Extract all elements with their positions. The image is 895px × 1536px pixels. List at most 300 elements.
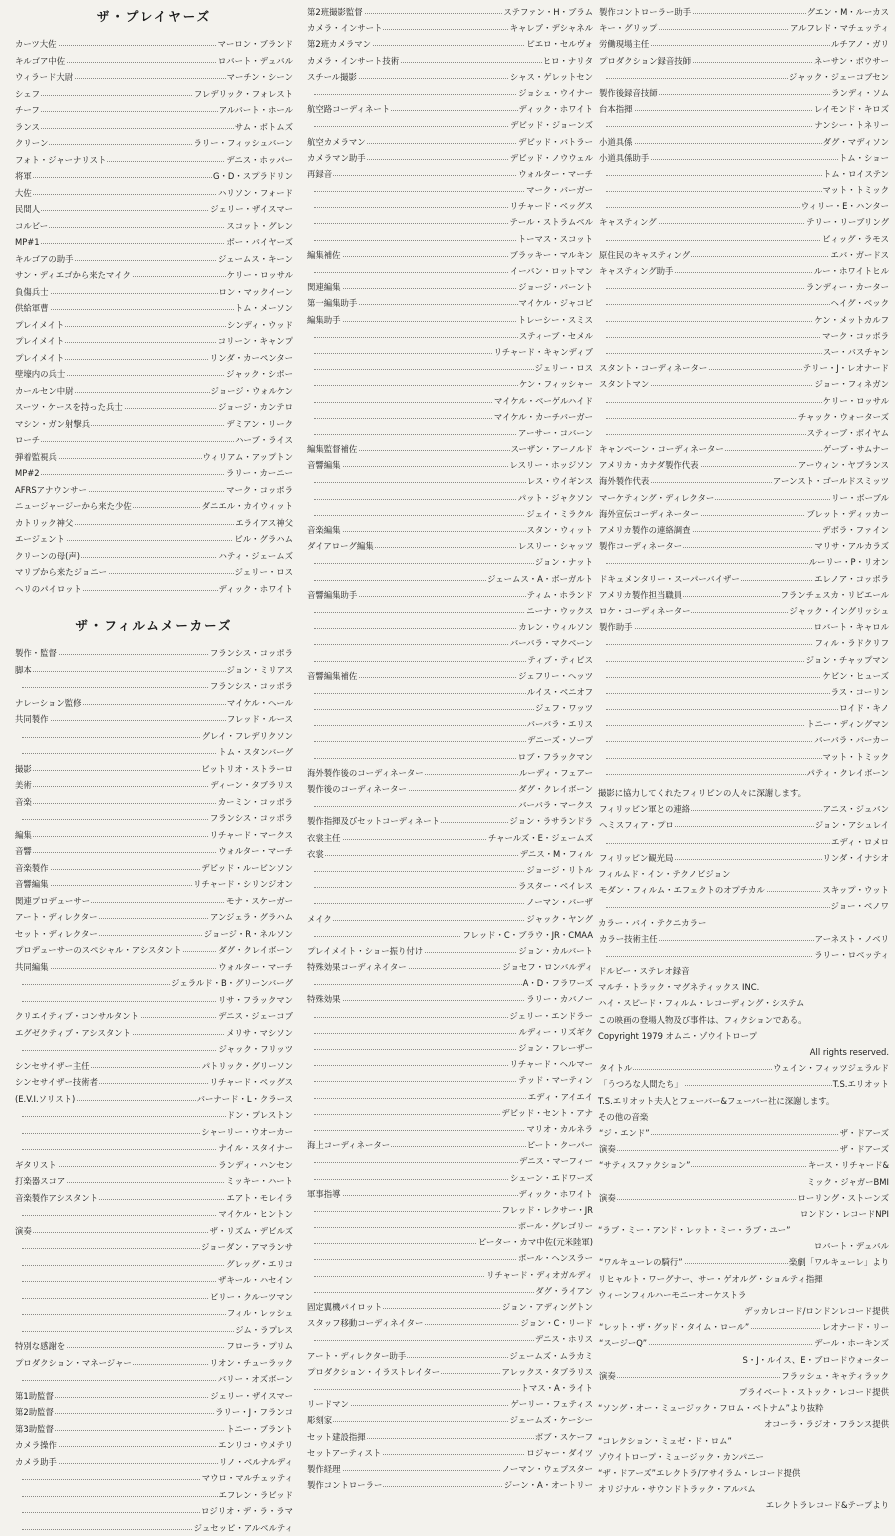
credit-row [306, 328, 594, 344]
credit-name: ラリー・カバノー [525, 991, 594, 1007]
credit-name: アルバート・ホール [218, 102, 294, 119]
credit-name: ジャック・シポー [225, 366, 294, 383]
note-line [598, 1174, 890, 1190]
credit-name: パトリック・グリーソン [201, 1058, 294, 1075]
credit-row [14, 777, 294, 794]
note-text: 撮影に協力してくれたフィリピンの人々に深謝します。 [598, 785, 806, 801]
credit-role: 将軍 [14, 168, 33, 185]
credit-row [14, 53, 294, 70]
credit-row [306, 312, 594, 328]
credit-row [14, 794, 294, 811]
credit-row [306, 797, 594, 813]
credit-row [14, 548, 294, 565]
credit-row [14, 1074, 294, 1091]
credit-role: チーフ [14, 102, 41, 119]
credit-role: ロケ・コーディネーター [598, 603, 691, 619]
credit-row [306, 198, 594, 214]
credit-role: シンセサイザー技術者 [14, 1074, 99, 1091]
note-line [598, 785, 890, 801]
credit-row [14, 695, 294, 712]
credit-name: レオナード・リー [821, 1319, 890, 1335]
credit-row [14, 482, 294, 499]
credit-row [306, 1364, 594, 1380]
credit-name: ケビン・ヒューズ [821, 668, 890, 684]
credit-role: プレイメイト [14, 350, 65, 367]
credit-row [14, 926, 294, 943]
credit-role: セットアーティスト [306, 1445, 382, 1461]
note-line [598, 1465, 890, 1481]
credit-row [306, 943, 594, 959]
credit-name: ザ・リズム・デビルズ [209, 1223, 294, 1240]
credit-row [306, 247, 594, 263]
credit-row [306, 85, 594, 101]
credit-name: パット・ジャクソン [517, 490, 594, 506]
credit-name: ポール・ヘンスラー [517, 1250, 594, 1266]
credit-role: スチール撮影 [306, 69, 358, 85]
credit-row [14, 251, 294, 268]
credit-row [306, 1250, 594, 1266]
credit-name: ダグ・クレイボーン [217, 942, 294, 959]
credit-role: アメリカ・カナダ製作代表 [598, 457, 700, 473]
credit-name: ナンシー・トネリー [813, 117, 890, 133]
credit-row [14, 827, 294, 844]
credit-name: ルー・ホワイトヒル [813, 263, 890, 279]
note-line [598, 866, 890, 882]
credit-name: アーネスト・ノベリ [814, 931, 890, 947]
credit-name: ジョー・フィネガン [813, 376, 890, 392]
credit-row [14, 1470, 294, 1487]
note-text: “コレクション・ミュゼ・ド・ロム” [598, 1433, 732, 1449]
credit-row [306, 214, 594, 230]
credit-role: 音響編集 [14, 876, 50, 893]
credit-role: 航空路コーディネート [306, 101, 391, 117]
credit-name: ランディー・カーター [805, 279, 890, 295]
note-line [598, 1303, 890, 1319]
credit-role: カメラ・インサート [306, 20, 383, 36]
credit-role: ギタリスト [14, 1157, 58, 1174]
credit-row [598, 457, 890, 473]
credit-name: リチャード・ディオガルディ [485, 1267, 594, 1283]
credit-name: ジョン・フレーザー [517, 1040, 594, 1056]
credit-name: アーサー・コバーン [517, 425, 594, 441]
credit-name: ゲーブ・サムナー [822, 441, 890, 457]
credit-name: ディック・ホワイト [518, 101, 594, 117]
note-text: オコーラ・ラジオ・フランス提供 [763, 1416, 890, 1432]
credit-name: ザキール・ハセイン [217, 1272, 294, 1289]
credit-name: マーロン・ブランド [217, 36, 294, 53]
credit-name: ビィッグ・ラモス [821, 231, 890, 247]
credit-name: フランチェスカ・リピエール [780, 587, 890, 603]
credit-name: トム・メーソン [234, 300, 294, 317]
credit-row [306, 1331, 594, 1347]
note-line [598, 963, 890, 979]
credit-role: 原住民のキャスティング [598, 247, 691, 263]
credit-row [14, 581, 294, 598]
credit-name: ジェームス・キーン [217, 251, 294, 268]
credit-name: シンディ・ウッド [226, 317, 294, 334]
credit-row [306, 1137, 594, 1153]
credit-name: マウロ・マルチェッティ [201, 1470, 294, 1487]
credit-role: 「うつろな人間たち」 [598, 1076, 684, 1092]
credit-role: キャスティング [598, 214, 658, 230]
credit-name: デミアン・リーク [225, 416, 294, 433]
note-line [598, 1416, 890, 1432]
credit-row [14, 744, 294, 761]
credit-name: トーマス・スコット [517, 231, 594, 247]
credit-row [306, 1040, 594, 1056]
credit-name: エフレン・ラビッド [218, 1487, 295, 1504]
credit-name: マーク・コッポラ [225, 482, 294, 499]
credit-role: 第2班撮影監督 [306, 4, 364, 20]
credit-row [14, 185, 294, 202]
credit-role: セット建設指揮 [306, 1429, 367, 1445]
credit-name: ジェリー・ザイスマー [209, 201, 294, 218]
credit-row [14, 1371, 294, 1388]
credit-name: チャック・ウォーターズ [797, 409, 890, 425]
credit-name: ザ・ドアーズ [839, 1125, 890, 1141]
note-text: ロンドン・レコードNPI [799, 1206, 890, 1222]
credit-row [306, 732, 594, 748]
credit-name: フレッド・C・ブラウ・JR・CMAA [461, 927, 594, 943]
credit-name: ピエロ・セルヴォ [525, 36, 594, 52]
credit-role: 編集助手 [306, 312, 342, 328]
credit-role: カメラ助手 [14, 1454, 58, 1471]
credit-name: ジェフ・ワッツ [534, 700, 594, 716]
credit-name: デニス・ジェーコブ [217, 1008, 294, 1025]
credit-name: ステファン・H・ブラム [502, 4, 594, 20]
credit-row [598, 214, 890, 230]
credit-name: トニー・ブラント [225, 1421, 294, 1438]
credit-row [14, 267, 294, 284]
note-line [598, 1497, 890, 1513]
note-line [598, 1433, 890, 1449]
credit-role: ウィラード大尉 [14, 69, 74, 86]
note-line [598, 1206, 890, 1222]
credit-name: リチャード・ヘルマー [509, 1056, 594, 1072]
credit-role: 撮影 [14, 761, 33, 778]
credit-role: 海外製作代表 [598, 473, 650, 489]
credit-name: シャーリー・ウオーカー [200, 1124, 294, 1141]
credit-role: プレイメイト・ショー振り付け [306, 943, 424, 959]
credit-role: 製作助手 [598, 619, 634, 635]
credit-role: サン・ディエゴから来たマイク [14, 267, 132, 284]
credit-name: エディ・ロメロ [830, 834, 890, 850]
credit-row [14, 1223, 294, 1240]
credit-row [598, 1125, 890, 1141]
note-text: “ザ・ドアーズ”エレクトラ/アサイラム・レコード提供 [598, 1465, 800, 1481]
players-list [14, 36, 294, 597]
credit-role: 特別な感謝を [14, 1338, 66, 1355]
credit-row [306, 69, 594, 85]
credit-row [598, 587, 890, 603]
note-text: ドルビー・ステレオ録音 [598, 963, 689, 979]
credit-role: スタントマン [598, 376, 650, 392]
credit-role: アメリカ製作の連絡調査 [598, 522, 692, 538]
credit-name: ジョージ・リトル [525, 862, 594, 878]
credit-row [14, 69, 294, 86]
credit-role: キルゴアの助手 [14, 251, 75, 268]
credit-row [306, 1429, 594, 1445]
credit-row [306, 409, 594, 425]
credit-name: テール・ストラムベル [509, 214, 595, 230]
note-text: プライベート・ストック・レコード提供 [738, 1384, 890, 1400]
credit-name: ナイル・スタイナー [217, 1140, 294, 1157]
credit-role: “ジ・エンド” [598, 1125, 651, 1141]
credit-row [14, 1206, 294, 1223]
credit-name: スティーブ・セメル [518, 328, 594, 344]
credit-row [306, 166, 594, 182]
credit-row [598, 85, 890, 101]
credit-row [14, 1173, 294, 1190]
credit-name: ジョン・ミリアス [226, 662, 295, 679]
credit-role: ニュージャージーから来た少佐 [14, 498, 133, 515]
credit-name: バーバラ・エリス [526, 716, 594, 732]
credit-role: 演奏 [598, 1368, 617, 1384]
credit-row [598, 20, 890, 36]
credit-row [598, 247, 890, 263]
credit-name: テリー・J・レオナード [802, 360, 890, 376]
credit-name: ビットリオ・ストラーロ [200, 761, 294, 778]
credit-name: ウィリアム・アップトン [202, 449, 294, 466]
credit-name: マリオ・カルネラ [525, 1121, 594, 1137]
credit-name: ロバート・キャロル [813, 619, 890, 635]
credit-row [306, 182, 594, 198]
credit-row [14, 678, 294, 695]
credit-row [598, 716, 890, 732]
credit-name: スタン・ウィット [526, 522, 595, 538]
credit-name: リサ・フラックマン [217, 992, 294, 1009]
credit-role: 民間人 [14, 201, 41, 218]
credit-name: ジム・ラプレス [234, 1322, 294, 1339]
credit-row [598, 490, 890, 506]
credit-row [306, 603, 594, 619]
credit-row [306, 134, 594, 150]
credit-name: リチャード・ベッグス [209, 1074, 294, 1091]
column-middle [306, 4, 594, 1493]
note-line [598, 1400, 890, 1416]
credit-row [598, 538, 890, 554]
credit-row [598, 554, 890, 570]
credit-row [14, 1338, 294, 1355]
credit-role: ローチ [14, 432, 41, 449]
credit-row [306, 1202, 594, 1218]
credit-role: 海上コーディネーター [306, 1137, 391, 1153]
credit-name: ネーサン・ボウサー [813, 53, 890, 69]
credit-role: “レット・ザ・グッド・タイム・ロール” [598, 1319, 750, 1335]
credit-row [598, 1157, 890, 1173]
credit-row [598, 635, 890, 651]
credit-name: デビッド・ルービンソン [200, 860, 294, 877]
credit-row [598, 931, 890, 947]
credit-row [306, 36, 594, 52]
note-text: フィルムド・イン・テクノビジョン [598, 866, 730, 882]
credit-row [306, 441, 594, 457]
credit-row [14, 300, 294, 317]
credit-name: ロジャー・ダイツ [525, 1445, 594, 1461]
credit-row [306, 846, 594, 862]
credit-row [306, 1461, 594, 1477]
credit-row [306, 1412, 594, 1428]
credit-name: ドン・プレストン [226, 1107, 294, 1124]
credit-row [14, 218, 294, 235]
credit-name: ハーブ・ライス [234, 432, 294, 449]
credit-row [598, 150, 890, 166]
credit-row [598, 668, 890, 684]
credit-row [306, 1283, 594, 1299]
credit-name: ウォルター・マーチ [217, 843, 294, 860]
credit-role: フィリッピン観光局 [598, 850, 674, 866]
credit-name: ジェラルド・B・グリーンバーグ [170, 975, 294, 992]
credit-name: ジェリー・ザイスマー [209, 1388, 294, 1405]
credit-name: デニーズ・ソープ [526, 732, 594, 748]
note-text: S・J・ルイス、E・ブロードウォーター [742, 1352, 891, 1368]
credit-row [14, 531, 294, 548]
credit-row [306, 1072, 594, 1088]
credit-role: 第2助監督 [14, 1404, 55, 1421]
credit-name: ラリー・カーニー [225, 465, 294, 482]
credit-row [14, 1041, 294, 1058]
credit-role: ランス [14, 119, 41, 136]
credit-row [14, 449, 294, 466]
credit-row [306, 878, 594, 894]
credit-role: エージェント [14, 531, 66, 548]
credit-name: ディック・ホワイト [218, 581, 294, 598]
credit-role: 固定翼機パイロット [306, 1299, 383, 1315]
note-text: その他の音楽 [598, 1109, 648, 1125]
credit-role: マーケティング・ディレクター [598, 490, 715, 506]
credit-role: 共同製作 [14, 711, 50, 728]
credit-row [14, 876, 294, 893]
credit-name: ジェリー・ロス [534, 360, 594, 376]
credit-name: ジョン・アシュレイ [814, 817, 890, 833]
credit-row [14, 942, 294, 959]
credit-row [306, 1445, 594, 1461]
credit-role: 音響編集補佐 [306, 668, 358, 684]
credit-row [306, 506, 594, 522]
credit-row [306, 911, 594, 927]
credit-name: ウォルター・マーチ [217, 959, 294, 976]
credit-name: ジーン・A・オートリー [503, 1477, 594, 1493]
credit-row [306, 101, 594, 117]
note-text: デッカレコード/ロンドンレコード提供 [743, 1303, 890, 1319]
credit-row [14, 333, 294, 350]
note-text: ゾウイトロープ・ミュージック・カンパニー [598, 1449, 764, 1465]
credit-row [14, 1289, 294, 1306]
credit-row [306, 295, 594, 311]
credit-row [598, 376, 890, 392]
credit-name: リチャード・ベッグス [509, 198, 594, 214]
credit-name: ジャック・ジェーコブセン [788, 69, 890, 85]
credit-row [14, 168, 294, 185]
credit-row [306, 1315, 594, 1331]
credit-role: シェフ [14, 86, 41, 103]
credit-name: フラッシュ・キャティラック [780, 1368, 890, 1384]
credit-row [14, 1239, 294, 1256]
credit-name: デール・ホーキンズ [813, 1335, 890, 1351]
credit-row [598, 134, 890, 150]
credit-row [14, 992, 294, 1009]
credit-row [14, 1140, 294, 1157]
credit-name: デボラ・ファイン [821, 522, 890, 538]
credit-name: ジョン・C・リード [519, 1315, 594, 1331]
credit-name: ヒロ・ナリタ [542, 53, 594, 69]
credit-name: ロン・マックイーン [218, 284, 294, 301]
credit-role: 美術 [14, 777, 33, 794]
credit-name: テリー・リーブリング [805, 214, 890, 230]
credit-name: デビッド・ノウウェル [509, 150, 594, 166]
credit-name: ポール・グレゴリー [517, 1218, 594, 1234]
credit-role: (E.V.I.ソリスト) [14, 1091, 76, 1108]
credit-row [598, 69, 890, 85]
credit-row [598, 571, 890, 587]
credit-row [14, 152, 294, 169]
credit-name: リノ・ベルナルディ [218, 1454, 294, 1471]
credit-role: 音響編集 [306, 457, 342, 473]
credit-name: フローラ・プリム [225, 1338, 294, 1355]
credit-name: ロジリオ・デ・ラ・ラマ [200, 1503, 294, 1520]
credit-role: アメリカ製作担当職員 [598, 587, 683, 603]
credit-name: ロバート・デュバル [217, 53, 294, 70]
credit-name: マーク・コッポラ [821, 328, 890, 344]
note-line [598, 1222, 890, 1238]
credit-row [14, 959, 294, 976]
credit-role: 製作後録音技師 [598, 85, 659, 101]
credit-row [598, 101, 890, 117]
credit-role: AFRSアナウンサー [14, 482, 88, 499]
credit-row [306, 894, 594, 910]
credit-row [14, 1107, 294, 1124]
credit-role: 製作コントローラー [306, 1477, 383, 1493]
credit-name: ジェームズ・ケーシー [509, 1412, 594, 1428]
credit-row [306, 1153, 594, 1169]
note-text: All rights reserved. [809, 1044, 890, 1060]
credit-name: ジャック・フリッツ [217, 1041, 294, 1058]
credit-row [14, 284, 294, 301]
credit-row [14, 1124, 294, 1141]
credit-name: アンジェラ・グラハム [209, 909, 294, 926]
credit-row [598, 684, 890, 700]
credit-role: 製作コーディネーター [598, 538, 683, 554]
credit-row [306, 263, 594, 279]
credit-name: デビッド・セント・アナ [500, 1105, 594, 1121]
credit-row [306, 554, 594, 570]
credit-row [598, 409, 890, 425]
credit-name: バーバラ・バーカー [813, 732, 890, 748]
credit-row [306, 700, 594, 716]
credit-row [598, 1368, 890, 1384]
credit-role: キー・グリップ [598, 20, 658, 36]
credit-row [598, 765, 890, 781]
credit-name: エディ・アイエイ [527, 1089, 594, 1105]
credit-row [306, 1089, 594, 1105]
credit-role: キャスティング助手 [598, 263, 674, 279]
credit-row [598, 328, 890, 344]
credit-row [598, 1076, 890, 1092]
credit-name: ジョシェ・ウイナー [517, 85, 594, 101]
credit-name: ボー・バイヤーズ [225, 234, 294, 251]
credit-role: 製作指揮及びセットコーディネート [306, 813, 441, 829]
credit-name: ルーディ・フェアー [518, 765, 594, 781]
credit-row [306, 522, 594, 538]
credit-name: フランシス・コッポラ [209, 810, 294, 827]
credit-name: ハティ・ジェームズ [217, 548, 294, 565]
credit-name: ジェームズ・ムラカミ [508, 1348, 594, 1364]
note-text: エレクトラレコード&テープより [765, 1497, 890, 1513]
credit-row [14, 234, 294, 251]
credit-row [306, 538, 594, 554]
credit-row [598, 834, 890, 850]
credit-role: 衣裳主任 [306, 830, 342, 846]
